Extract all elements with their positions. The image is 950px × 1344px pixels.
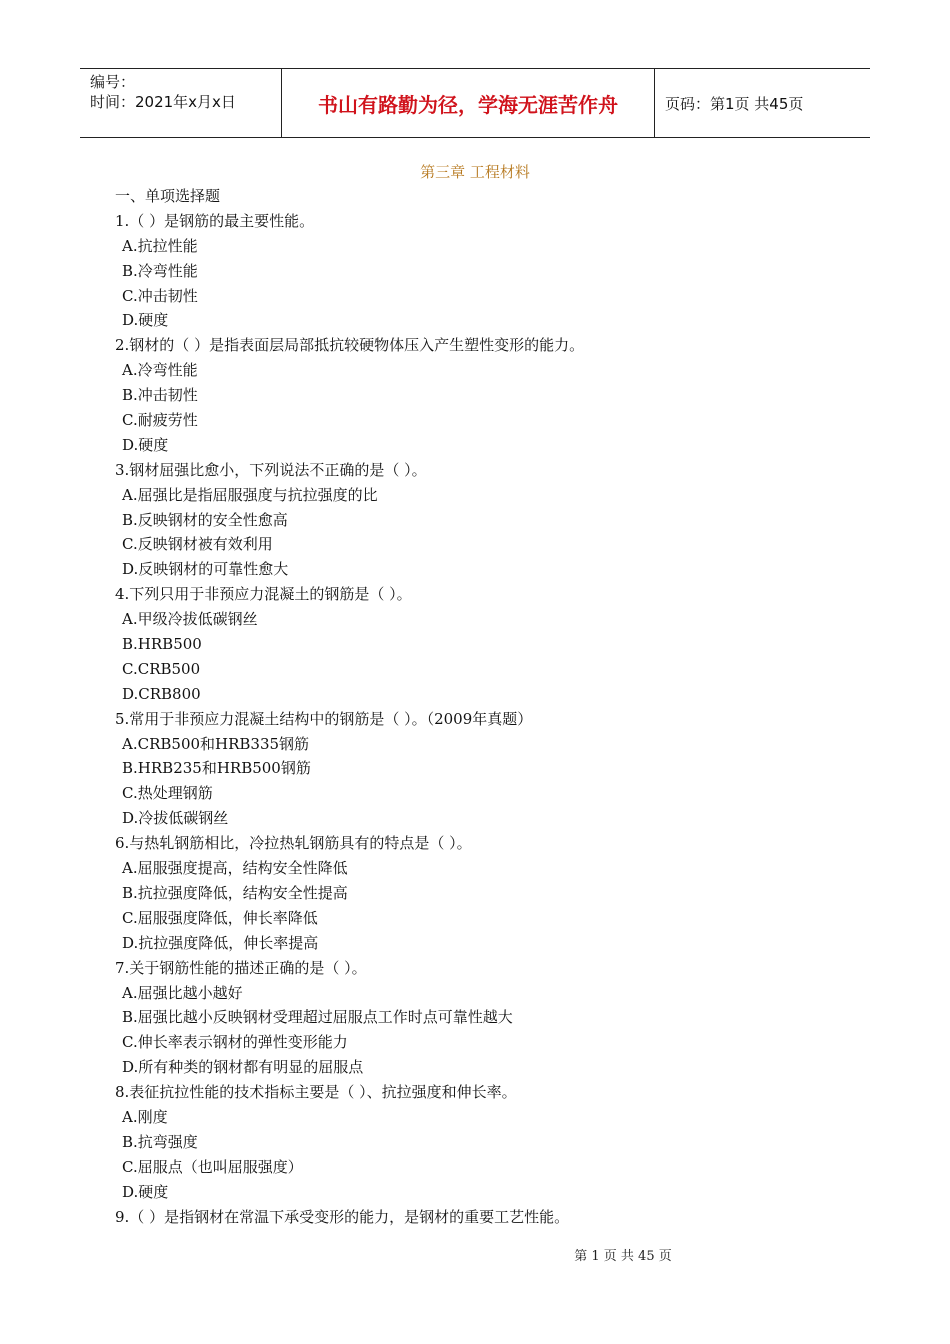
question-option: A.屈服强度提高，结构安全性降低 xyxy=(122,859,348,878)
header-meta xyxy=(80,69,282,137)
header-page-info: 页码：第1页 共45页 xyxy=(665,94,804,113)
question-option: B.抗弯强度 xyxy=(122,1132,198,1151)
page-footer xyxy=(0,1245,950,1264)
question-option: A.甲级冷拔低碳钢丝 xyxy=(122,610,258,629)
question-option: C.屈服强度降低，伸长率降低 xyxy=(122,908,318,927)
question-option: A.CRB500和HRB335钢筋 xyxy=(122,734,310,753)
question-option: D.硬度 xyxy=(122,311,169,330)
question-stem: 3.钢材屈强比愈小，下列说法不正确的是（ ）。 xyxy=(115,460,427,479)
question-option: B.HRB500 xyxy=(122,635,202,654)
question-option: A.冷弯性能 xyxy=(122,361,198,380)
footer-page-number: 第 1 页 共 45 页 xyxy=(574,1249,672,1264)
question-option: A.屈强比越小越好 xyxy=(122,983,243,1002)
question-option: C.反映钢材被有效利用 xyxy=(122,535,273,554)
question-stem: 1.（ ）是钢筋的最主要性能。 xyxy=(115,211,315,230)
question-option: B.冷弯性能 xyxy=(122,261,198,280)
question-stem: 6.与热轧钢筋相比，冷拉热轧钢筋具有的特点是（ ）。 xyxy=(115,834,472,853)
question-option: B.HRB235和HRB500钢筋 xyxy=(122,759,311,778)
question-option: B.冲击韧性 xyxy=(122,386,198,405)
question-option: D.CRB800 xyxy=(122,684,201,703)
question-option: D.所有种类的钢材都有明显的屈服点 xyxy=(122,1058,364,1077)
question-stem: 2.钢材的（ ）是指表面层局部抵抗较硬物体压入产生塑性变形的能力。 xyxy=(115,336,585,355)
header-motto: 书山有路勤为径，学海无涯苦作舟 xyxy=(282,69,655,137)
question-stem: 5.常用于非预应力混凝土结构中的钢筋是（ ）。（2009年真题） xyxy=(115,709,533,728)
document-number-label: 编号： xyxy=(90,73,136,91)
question-option: D.抗拉强度降低，伸长率提高 xyxy=(122,933,319,952)
question-option: A.屈强比是指屈服强度与抗拉强度的比 xyxy=(122,485,378,504)
question-option: D.反映钢材的可靠性愈大 xyxy=(122,560,289,579)
section-title: 一、单项选择题 xyxy=(115,187,221,205)
question-stem: 9.（ ）是指钢材在常温下承受变形的能力，是钢材的重要工艺性能。 xyxy=(115,1207,570,1226)
question-option: C.伸长率表示钢材的弹性变形能力 xyxy=(122,1033,348,1052)
question-stem: 8.表征抗拉性能的技术指标主要是（ ）、抗拉强度和伸长率。 xyxy=(115,1083,517,1102)
question-option: D.硬度 xyxy=(122,1182,169,1201)
question-option: C.热处理钢筋 xyxy=(122,784,213,803)
question-option: B.抗拉强度降低，结构安全性提高 xyxy=(122,883,348,902)
question-option: A.刚度 xyxy=(122,1107,168,1126)
question-option: A.抗拉性能 xyxy=(122,236,198,255)
question-option: B.屈强比越小反映钢材受理超过屈服点工作时点可靠性越大 xyxy=(122,1008,513,1027)
question-option: C.CRB500 xyxy=(122,659,201,678)
question-option: C.冲击韧性 xyxy=(122,286,198,305)
page-header xyxy=(80,68,870,138)
questions-container xyxy=(115,209,875,1230)
chapter-title: 第三章 工程材料 xyxy=(420,163,530,181)
question-option: D.冷拔低碳钢丝 xyxy=(122,809,229,828)
document-time-label: 时间：2021年x月x日 xyxy=(90,93,236,111)
question-option: D.硬度 xyxy=(122,435,169,454)
question-option: C.耐疲劳性 xyxy=(122,411,198,430)
question-option: C.屈服点（也叫屈服强度） xyxy=(122,1157,303,1176)
question-list xyxy=(115,184,875,1229)
question-stem: 4.下列只用于非预应力混凝土的钢筋是（ ）。 xyxy=(115,585,412,604)
question-option: B.反映钢材的安全性愈高 xyxy=(122,510,288,529)
question-stem: 7.关于钢筋性能的描述正确的是（ ）。 xyxy=(115,958,367,977)
